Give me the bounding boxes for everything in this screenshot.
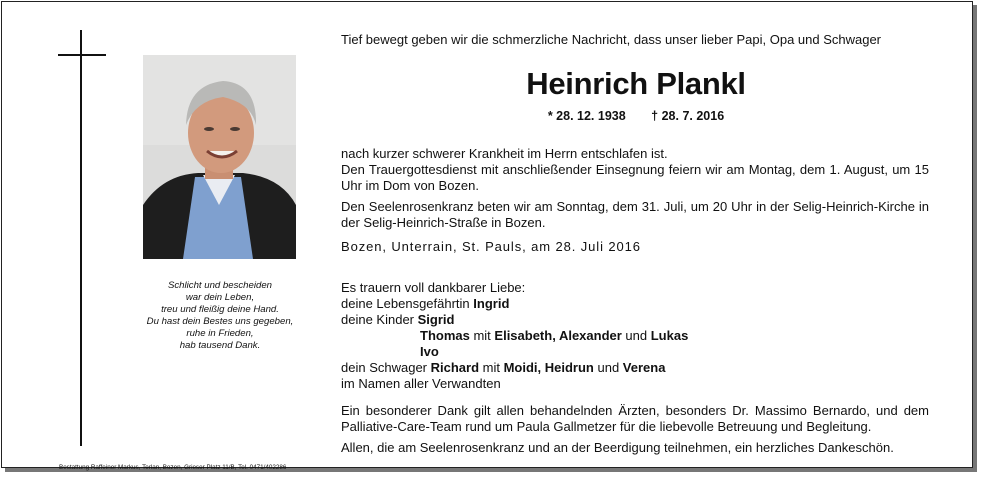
poem-line: ruhe in Frieden, [186,328,254,339]
intro-text: Tief bewegt geben wir die schmerzliche Nachricht, dass unser lieber Papi, Opa und Schwager [341,32,882,47]
passing-text: nach kurzer schwerer Krankheit im Herrn entschlafen ist. [341,146,668,161]
mourner-name: Elisabeth, Alexander [494,328,622,343]
mourner-row-children [341,312,931,328]
mourner-label: deine Lebensgefährtin [341,296,474,311]
death-date: † 28. 7. 2016 [651,109,725,123]
final-thanks: Allen, die am Seelenrosenkranz und an der Beerdigung teilnehmen, ein herzliches Dankeschön. [341,440,894,455]
mourner-name: Ingrid [473,296,510,311]
birth-date: * 28. 12. 1938 [547,109,626,123]
mourners-list [341,280,931,392]
mourner-row-inlaw [341,360,931,376]
mourner-row-child3 [341,344,931,360]
mourner-row-child2 [341,328,931,344]
service-text: Den Trauergottesdienst mit anschließender Einsegnung feiern wir am Montag, dem 1. August, um 15 Uhr im Dom von Bozen. [341,162,929,193]
mourner-connector: und [593,360,623,375]
poem-line: Du hast dein Bestes uns gegeben, [146,316,294,327]
cross-icon-arm [58,54,106,56]
deceased-name: Heinrich Plankl [526,66,746,101]
mourner-name: Sigrid [417,312,455,327]
mourner-name: Ivo [420,344,439,359]
mourner-label: dein Schwager [341,360,431,375]
funeral-home-footer: Bestattung Raffeiner Markus, Terlan, Bozen, Grieser Platz 11/B, Tel. 0471/402286 [59,464,287,471]
poem-line: Schlicht und bescheiden [167,280,272,291]
poem [120,280,320,352]
mourner-name: Verena [622,360,666,375]
life-dates [341,108,931,124]
mourner-name: Richard [430,360,480,375]
mourner-name: Lukas [650,328,689,343]
mourner-connector: und [621,328,651,343]
mourner-row-relatives: im Namen aller Verwandten [341,376,501,391]
mourners-heading: Es trauern voll dankbarer Liebe: [341,280,526,295]
cross-icon [80,30,82,446]
thanks-text: Ein besonderer Dank gilt allen behandelnden Ärzten, besonders Dr. Massimo Bernardo, und dem Palliative-Care-Team rund um Paula Gallmetzer für die liebevolle Betreuung und Begleitung. [341,403,929,434]
portrait-photo [143,55,296,259]
obituary-card [1,1,973,471]
rosary-text: Den Seelenrosenkranz beten wir am Sonntag, dem 31. Juli, um 20 Uhr in der Selig-Heinrich-Kirche in der Selig-Heinrich-Straße in Bozen. [341,199,929,230]
place-date: Bozen, Unterrain, St. Pauls, am 28. Juli 2016 [341,239,641,254]
poem-line: hab tausend Dank. [179,340,261,351]
poem-line: war dein Leben, [185,292,255,303]
mourner-label: deine Kinder [341,312,418,327]
mourner-connector: mit [469,328,495,343]
mourner-name: Thomas [420,328,470,343]
mourner-row-partner [341,296,931,312]
mourner-name: Moidi, Heidrun [503,360,594,375]
poem-line: treu und fleißig deine Hand. [161,304,279,315]
mourner-connector: mit [479,360,504,375]
